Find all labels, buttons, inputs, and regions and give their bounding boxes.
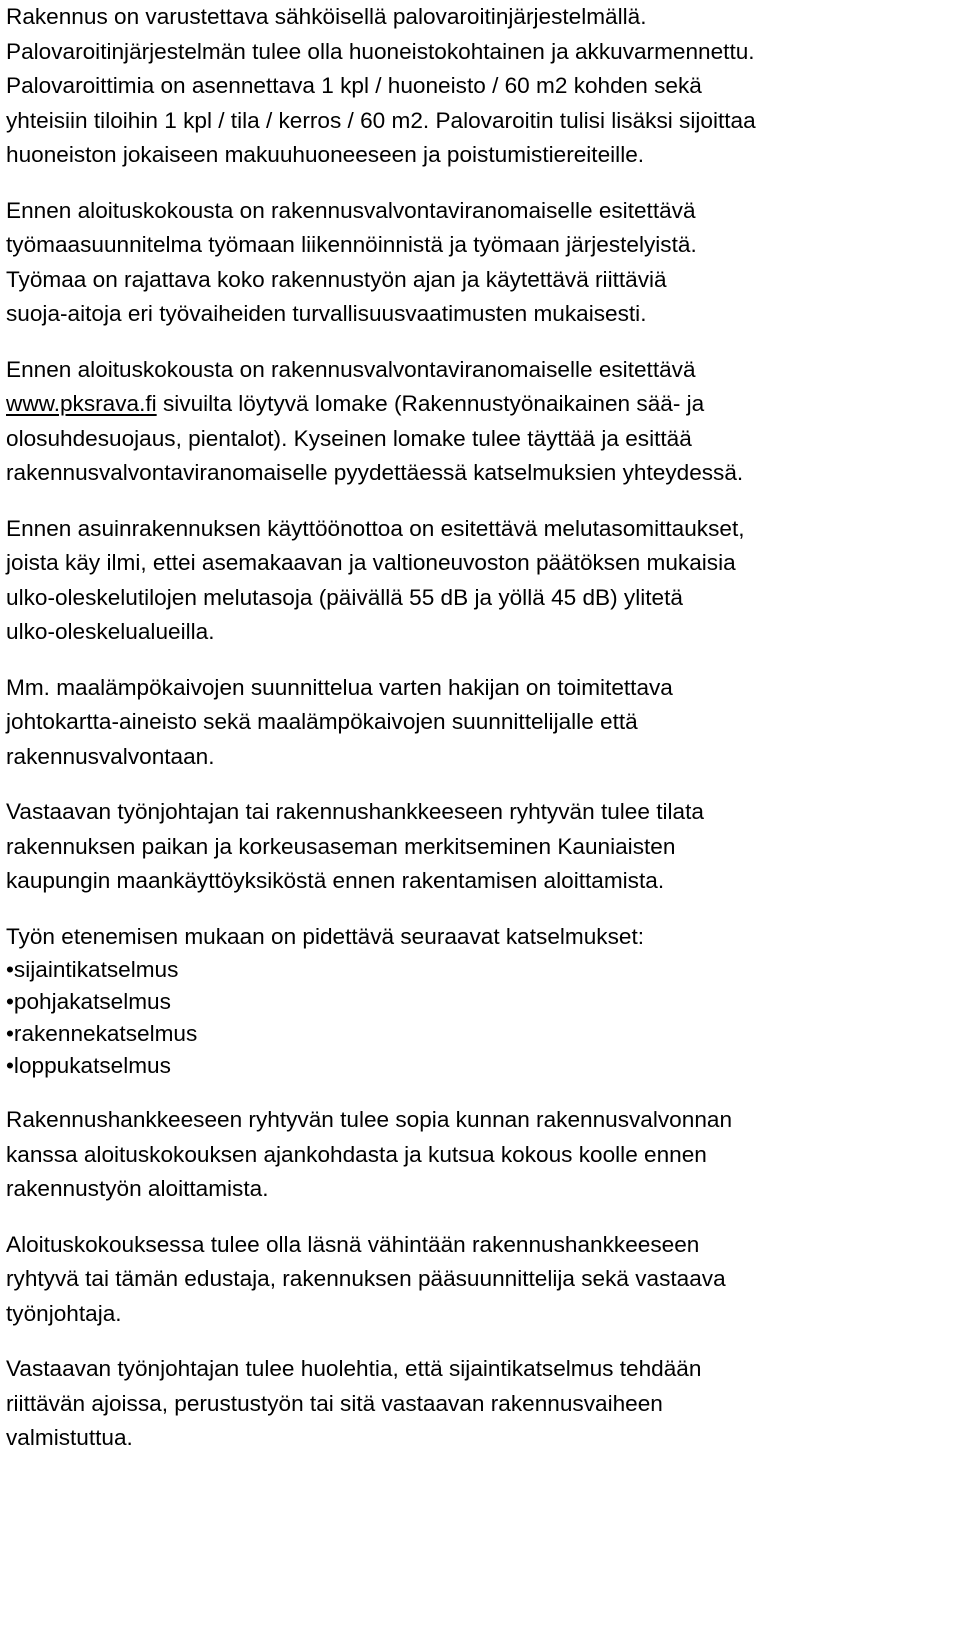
text-line: Mm. maalämpökaivojen suunnittelua varten hakijan on toimitettava bbox=[6, 674, 673, 700]
bullet-icon: • bbox=[6, 1053, 14, 1078]
text-line: Palovaroitinjärjestelmän tulee olla huoneistokohtainen ja akkuvarmennettu. bbox=[6, 38, 755, 64]
text-line: työmaasuunnitelma työmaan liikennöinnistä ja työmaan järjestelyistä. bbox=[6, 232, 697, 257]
text-line: Rakennushankkeeseen ryhtyvän tulee sopia kunnan rakennusvalvonnan bbox=[6, 1107, 733, 1132]
paragraph-fire-alarms bbox=[6, 0, 951, 173]
text-line: ryhtyvä tai tämän edustaja, rakennuksen pääsuunnittelija sekä vastaava bbox=[6, 1266, 726, 1291]
text-line: ulko-oleskelutilojen melutasoja (päivällä 55 dB ja yöllä 45 dB) ylitetä bbox=[6, 584, 683, 610]
text-line: kaupungin maankäyttöyksiköstä ennen rakentamisen aloittamista. bbox=[6, 868, 665, 893]
list-item bbox=[6, 1018, 951, 1050]
text-line: Vastaavan työnjohtajan tai rakennushankkeeseen ryhtyvän tulee tilata bbox=[6, 799, 704, 824]
paragraph-inspections-intro bbox=[6, 920, 951, 955]
list-item bbox=[6, 1050, 951, 1082]
text-line: rakennusvalvontaviranomaiselle pyydettäessä katselmuksien yhteydessä. bbox=[6, 460, 744, 485]
inspections-list bbox=[6, 954, 951, 1082]
text-line: työnjohtaja. bbox=[6, 1300, 122, 1326]
text-line: Ennen aloituskokousta on rakennusvalvontaviranomaiselle esitettävä bbox=[6, 197, 696, 223]
paragraph-start-meeting bbox=[6, 1103, 951, 1207]
text-line: valmistuttua. bbox=[6, 1425, 133, 1450]
text-line: joista käy ilmi, ettei asemakaavan ja valtioneuvoston päätöksen mukaisia bbox=[6, 550, 736, 575]
list-item-label: loppukatselmus bbox=[13, 1053, 171, 1078]
text-line: Työn etenemisen mukaan on pidettävä seuraavat katselmukset: bbox=[6, 923, 645, 949]
paragraph-site-marking bbox=[6, 795, 951, 899]
text-line: rakennustyön aloittamista. bbox=[6, 1176, 269, 1201]
bullet-icon: • bbox=[6, 989, 14, 1014]
text-line: johtokartta-aineisto sekä maalämpökaivojen suunnittelijalle että bbox=[6, 709, 638, 734]
list-item bbox=[6, 986, 951, 1018]
paragraph-meeting-attendees bbox=[6, 1228, 951, 1332]
paragraph-geothermal-wells bbox=[6, 671, 951, 775]
text-line: Rakennus on varustettava sähköisellä palovaroitinjärjestelmällä. bbox=[6, 4, 647, 29]
list-item bbox=[6, 954, 951, 986]
text-line: Työmaa on rajattava koko rakennustyön ajan ja käytettävä riittäviä bbox=[6, 266, 667, 292]
paragraph-weather-protection bbox=[6, 353, 951, 491]
bullet-icon: • bbox=[6, 957, 14, 982]
paragraph-site-plan bbox=[6, 194, 951, 332]
text-line: Palovaroittimia on asennettava 1 kpl / huoneisto / 60 m2 kohden sekä bbox=[6, 73, 702, 98]
text-line: rakennuksen paikan ja korkeusaseman merkitseminen Kauniaisten bbox=[6, 833, 676, 859]
text-line: huoneiston jokaiseen makuuhuoneeseen ja poistumistiereiteille. bbox=[6, 142, 645, 167]
text-line: Aloituskokouksessa tulee olla läsnä vähintään rakennushankkeeseen bbox=[6, 1231, 700, 1257]
paragraph-noise-measurements bbox=[6, 512, 951, 650]
text-line: rakennusvalvontaan. bbox=[6, 743, 215, 769]
text-line: Ennen asuinrakennuksen käyttöönottoa on esitettävä melutasomittaukset, bbox=[6, 515, 745, 541]
document-body bbox=[6, 0, 951, 1456]
pksrava-link[interactable]: www.pksrava.fi bbox=[6, 391, 157, 416]
list-item-label: pohjakatselmus bbox=[13, 989, 171, 1014]
bullet-icon: • bbox=[6, 1021, 14, 1046]
text-line: yhteisiin tiloihin 1 kpl / tila / kerros / 60 m2. Palovaroitin tulisi lisäksi sijoittaa bbox=[6, 107, 756, 133]
paragraph-location-inspection bbox=[6, 1352, 951, 1456]
text-line bbox=[6, 387, 951, 422]
list-item-label: sijaintikatselmus bbox=[13, 957, 179, 982]
text-line: olosuhdesuojaus, pientalot). Kyseinen lomake tulee täyttää ja esittää bbox=[6, 425, 692, 451]
text-line: Ennen aloituskokousta on rakennusvalvontaviranomaiselle esitettävä bbox=[6, 356, 696, 382]
text-line: ulko-oleskelualueilla. bbox=[6, 619, 215, 644]
text-line: riittävän ajoissa, perustustyön tai sitä vastaavan rakennusvaiheen bbox=[6, 1390, 663, 1416]
list-item-label: rakennekatselmus bbox=[13, 1021, 198, 1046]
text-line: Vastaavan työnjohtajan tulee huolehtia, että sijaintikatselmus tehdään bbox=[6, 1356, 702, 1381]
text-line: suoja-aitoja eri työvaiheiden turvallisuusvaatimusten mukaisesti. bbox=[6, 301, 647, 326]
text-fragment: sivuilta löytyvä lomake (Rakennustyönaikainen sää- ja bbox=[156, 391, 705, 416]
text-line: kanssa aloituskokouksen ajankohdasta ja kutsua kokous koolle ennen bbox=[6, 1141, 707, 1167]
